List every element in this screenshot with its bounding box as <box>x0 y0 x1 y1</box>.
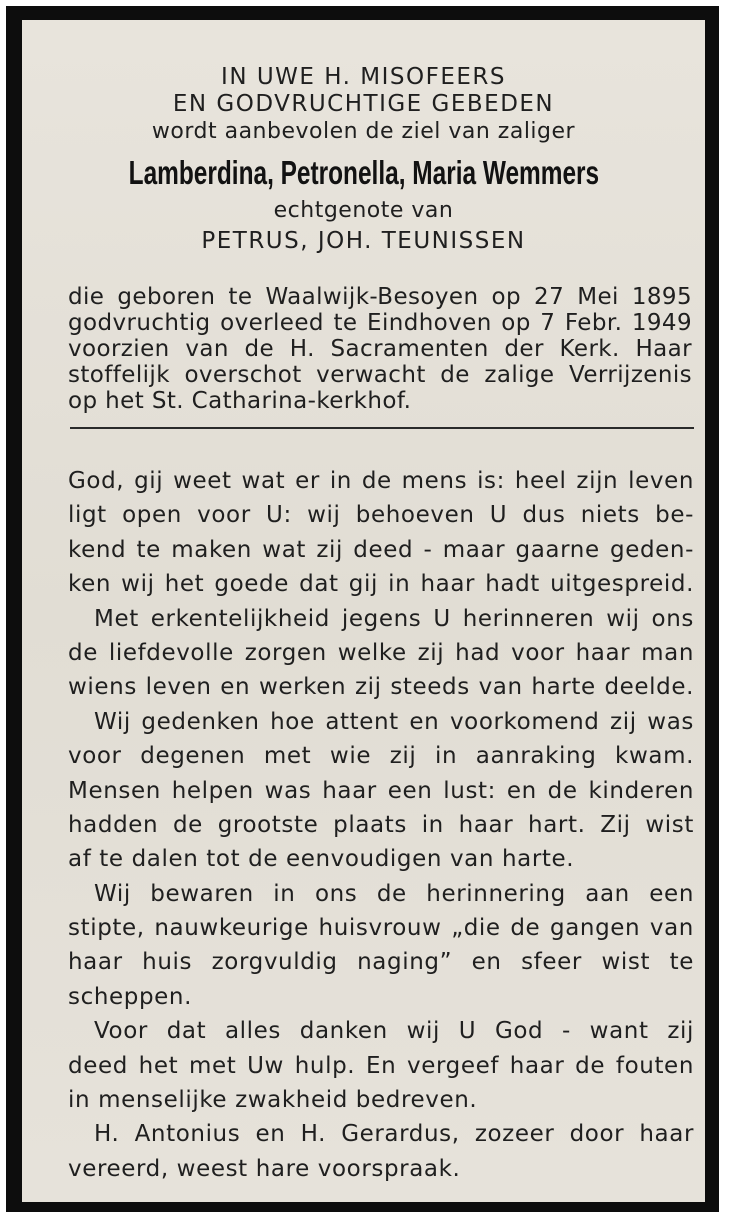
meditation-line: deed het met Uw hulp. En vergeef haar de fouten <box>68 1052 694 1079</box>
meditation-line: kend te maken wat zij deed - maar gaarne geden- <box>68 536 694 563</box>
meditation-line: vereerd, weest hare voorspraak. <box>68 1155 461 1182</box>
biography-line: die geboren te Waalwijk-Besoyen op 27 Mei 1895 <box>68 284 692 310</box>
meditation-text <box>68 464 694 1186</box>
meditation-line: ligt open voor U: wij behoeven U dus niets be- <box>68 502 694 529</box>
header-line-1: IN UWE H. MISOFEERS <box>221 64 506 90</box>
meditation-line: in menselijke zwakheid bedreven. <box>68 1087 478 1114</box>
biography <box>68 284 692 414</box>
meditation-line: H. Antonius en H. Gerardus, zozeer door haar <box>94 1121 694 1148</box>
meditation-line: Wij gedenken hoe attent en voorkomend zij was <box>94 708 694 735</box>
biography-line: op het St. Catharina-kerkhof. <box>68 388 412 414</box>
meditation-line: wiens leven en werken zij steeds van harte deelde. <box>68 674 694 701</box>
meditation-line: Met erkentelijkheid jegens U herinneren wij ons <box>94 605 694 632</box>
memorial-card <box>6 6 719 1212</box>
meditation-line: hadden de grootste plaats in haar hart. Zij wist <box>68 811 694 838</box>
divider-rule <box>70 427 694 429</box>
card-header <box>22 64 705 255</box>
meditation-line: haar huis zorgvuldig naging” en sfeer wist te <box>68 949 694 976</box>
card-paper <box>22 20 705 1202</box>
meditation-line: af te dalen tot de eenvoudigen van harte. <box>68 846 575 873</box>
relation-text: echtgenote van <box>273 198 454 223</box>
meditation-line: Mensen helpen was haar een lust: en de kinderen <box>68 777 694 804</box>
meditation-line: voor degenen met wie zij in aanraking kwam. <box>68 743 694 770</box>
header-line-2: EN GODVRUCHTIGE GEBEDEN <box>172 91 555 117</box>
meditation-line: God, gij weet wat er in de mens is: heel zijn leven <box>68 468 694 494</box>
biography-line: godvruchtig overleed te Eindhoven op 7 Febr. 1949 <box>68 310 692 336</box>
deceased-name: Lamberdina, Petronella, Maria Wemmers <box>128 154 599 191</box>
spouse-name: PETRUS, JOH. TEUNISSEN <box>201 228 526 254</box>
meditation-line: stipte, nauwkeurige huisvrouw „die de gangen van <box>68 915 694 942</box>
meditation-line: scheppen. <box>68 983 192 1010</box>
meditation-line: de liefdevolle zorgen welke zij had voor haar man <box>68 639 694 666</box>
header-line-3: wordt aanbevolen de ziel van zaliger <box>151 119 576 144</box>
meditation-line: ken wij het goede dat gij in haar hadt uitgespreid. <box>68 571 694 598</box>
meditation-line: Wij bewaren in ons de herinnering aan een <box>94 880 694 907</box>
biography-line: stoffelijk overschot verwacht de zalige Verrijzenis <box>68 362 692 388</box>
biography-line: voorzien van de H. Sacramenten der Kerk. Haar <box>68 336 692 362</box>
meditation-line: Voor dat alles danken wij U God - want zij <box>94 1018 694 1045</box>
